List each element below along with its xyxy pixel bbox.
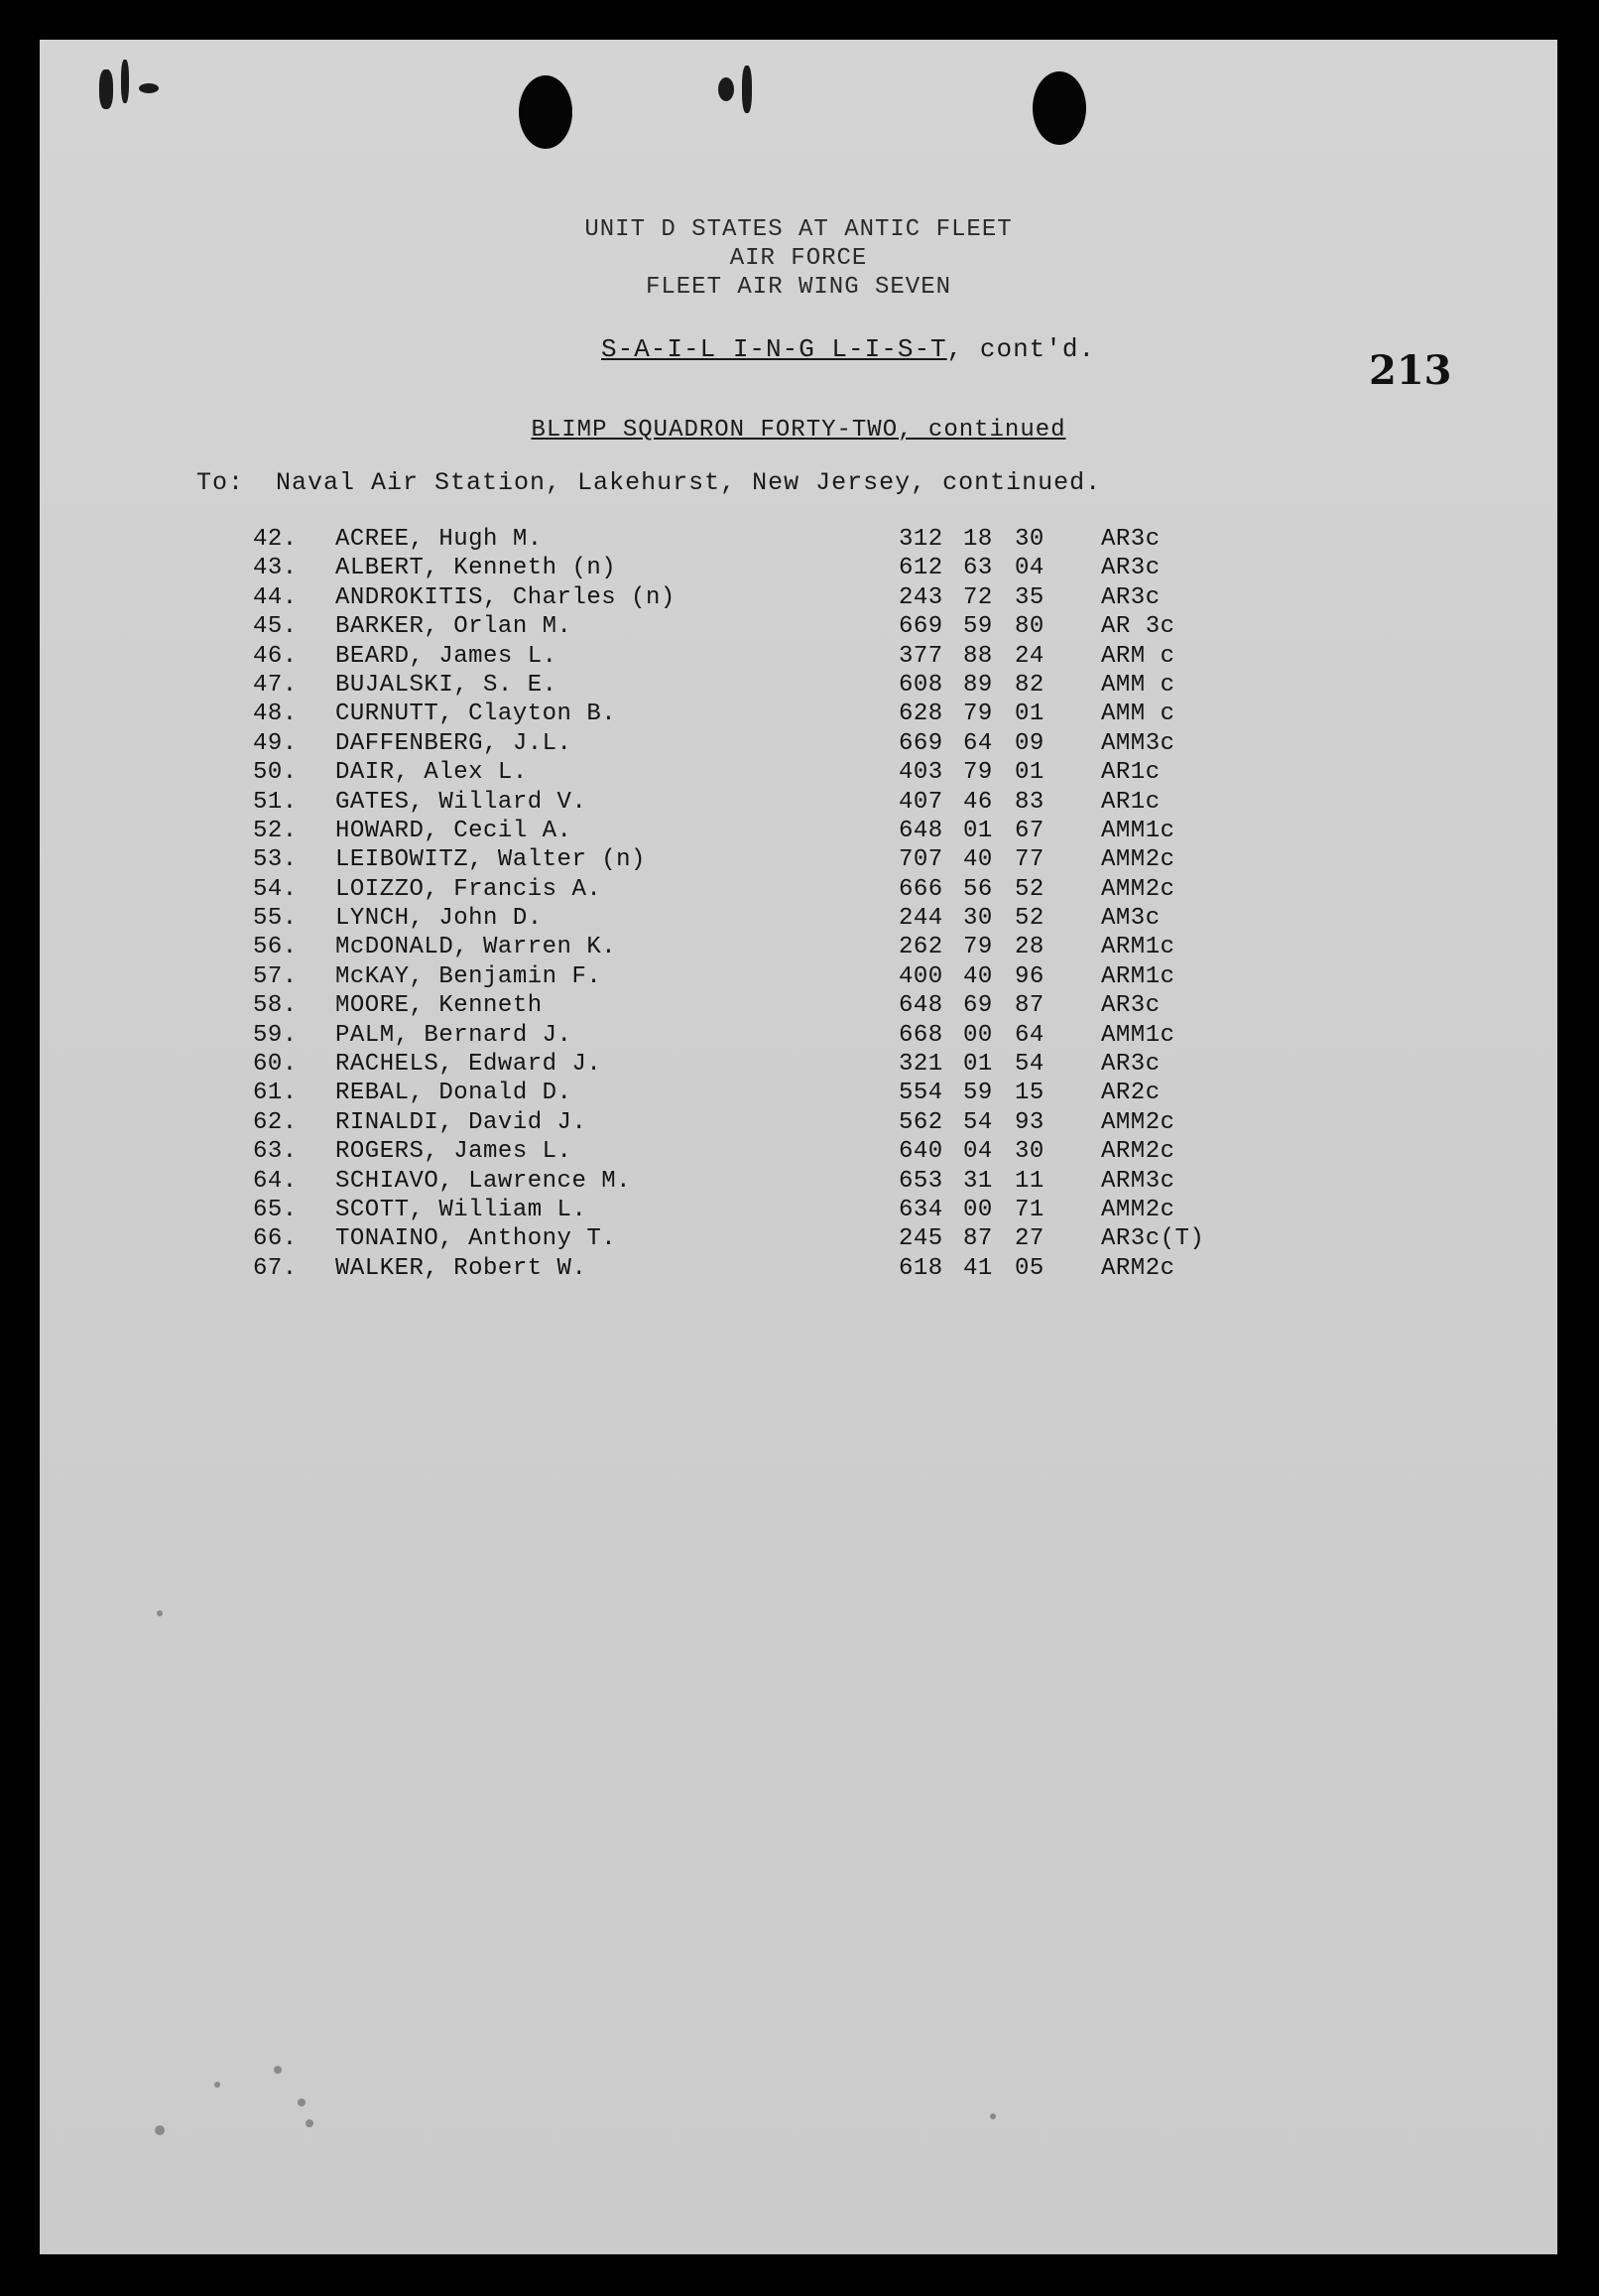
service-number-part1: 321 — [899, 1051, 943, 1079]
roster-row — [40, 818, 1557, 846]
roster-row — [40, 992, 1557, 1021]
ink-blot — [718, 77, 734, 101]
roster-row — [40, 1138, 1557, 1167]
squadron-heading-text: BLIMP SQUADRON FORTY-TWO, continued — [531, 417, 1066, 444]
destination-line: To: Naval Air Station, Lakehurst, New Jersey, continued. — [196, 468, 1102, 497]
service-number-part3: 54 — [1015, 1051, 1045, 1079]
paper-speck — [155, 2125, 165, 2135]
sailor-name: LEIBOWITZ, Walter (n) — [335, 846, 646, 874]
roster-row — [40, 701, 1557, 729]
service-number-part3: 30 — [1015, 1138, 1045, 1166]
service-number-part3: 24 — [1015, 642, 1045, 670]
entry-number: 61. — [253, 1080, 298, 1107]
header-unit: FLEET AIR WING SEVEN — [645, 274, 952, 301]
service-number-part3: 82 — [1015, 671, 1045, 699]
rating: AR2c — [1101, 1080, 1161, 1107]
rating: AR 3c — [1101, 613, 1175, 641]
ink-blot — [121, 60, 129, 103]
sailor-name: BEARD, James L. — [335, 642, 557, 670]
service-number-part1: 312 — [899, 526, 943, 553]
entry-number: 64. — [253, 1167, 298, 1195]
sailor-name: PALM, Bernard J. — [335, 1021, 572, 1049]
roster-row — [40, 963, 1557, 992]
service-number-part3: 77 — [1015, 846, 1045, 874]
service-number-part1: 707 — [899, 846, 943, 874]
sailor-name: DAFFENBERG, J.L. — [335, 729, 572, 757]
service-number-part1: 648 — [899, 992, 943, 1020]
service-number-part1: 628 — [899, 701, 943, 728]
roster-row — [40, 1080, 1557, 1108]
service-number-part3: 52 — [1015, 905, 1045, 933]
service-number-part3: 05 — [1015, 1254, 1045, 1282]
punch-hole-left — [519, 75, 572, 149]
service-number-part3: 27 — [1015, 1225, 1045, 1253]
service-number-part1: 640 — [899, 1138, 943, 1166]
roster-row — [40, 934, 1557, 962]
roster-row — [40, 1022, 1557, 1051]
entry-number: 62. — [253, 1108, 298, 1136]
entry-number: 60. — [253, 1051, 298, 1079]
service-number-part2: 00 — [963, 1021, 993, 1049]
rating: AR1c — [1101, 788, 1161, 816]
sailor-name: SCHIAVO, Lawrence M. — [335, 1167, 632, 1195]
service-number-part3: 83 — [1015, 788, 1045, 816]
roster-row — [40, 1168, 1557, 1197]
rating: AMM c — [1101, 671, 1175, 699]
rating: AMM2c — [1101, 846, 1175, 874]
service-number-part2: 18 — [963, 526, 993, 553]
service-number-part1: 245 — [899, 1225, 943, 1253]
rating: AM3c — [1101, 905, 1161, 933]
service-number-part1: 669 — [899, 613, 943, 641]
roster-row — [40, 905, 1557, 934]
entry-number: 58. — [253, 992, 298, 1020]
rating: AMM2c — [1101, 1108, 1175, 1136]
rating: AMM2c — [1101, 875, 1175, 903]
service-number-part1: 666 — [899, 875, 943, 903]
header-organization: UNIT D STATES AT ANTIC FLEET — [584, 216, 1013, 243]
service-number-part1: 407 — [899, 788, 943, 816]
sailor-name: DAIR, Alex L. — [335, 759, 528, 787]
roster-row — [40, 730, 1557, 759]
paper-speck — [298, 2099, 306, 2106]
sailor-name: ROGERS, James L. — [335, 1138, 572, 1166]
entry-number: 52. — [253, 817, 298, 844]
rating: AR3c(T) — [1101, 1225, 1205, 1253]
ink-blot — [99, 69, 113, 109]
rating: AMM3c — [1101, 729, 1175, 757]
paper-speck — [990, 2113, 996, 2119]
sailor-name: BARKER, Orlan M. — [335, 613, 572, 641]
service-number-part1: 377 — [899, 642, 943, 670]
service-number-part2: 01 — [963, 1051, 993, 1079]
entry-number: 42. — [253, 526, 298, 553]
roster-row — [40, 526, 1557, 555]
sailor-name: LOIZZO, Francis A. — [335, 875, 602, 903]
service-number-part2: 63 — [963, 555, 993, 582]
service-number-part1: 608 — [899, 671, 943, 699]
service-number-part2: 01 — [963, 817, 993, 844]
entry-number: 63. — [253, 1138, 298, 1166]
service-number-part3: 87 — [1015, 992, 1045, 1020]
service-number-part3: 09 — [1015, 729, 1045, 757]
service-number-part3: 15 — [1015, 1080, 1045, 1107]
service-number-part1: 618 — [899, 1254, 943, 1282]
service-number-part1: 612 — [899, 555, 943, 582]
rating: AMM1c — [1101, 817, 1175, 844]
sailor-name: ANDROKITIS, Charles (n) — [335, 583, 676, 611]
service-number-part3: 01 — [1015, 701, 1045, 728]
service-number-part2: 79 — [963, 701, 993, 728]
service-number-part3: 80 — [1015, 613, 1045, 641]
sailor-name: LYNCH, John D. — [335, 905, 543, 933]
roster-row — [40, 584, 1557, 613]
entry-number: 65. — [253, 1196, 298, 1223]
entry-number: 67. — [253, 1254, 298, 1282]
service-number-part1: 244 — [899, 905, 943, 933]
service-number-part2: 59 — [963, 1080, 993, 1107]
roster-row — [40, 1051, 1557, 1080]
rating: AR3c — [1101, 526, 1161, 553]
service-number-part3: 35 — [1015, 583, 1045, 611]
rating: ARM1c — [1101, 962, 1175, 990]
entry-number: 45. — [253, 613, 298, 641]
rating: AR1c — [1101, 759, 1161, 787]
paper-speck — [157, 1610, 163, 1616]
service-number-part2: 79 — [963, 934, 993, 961]
service-number-part1: 669 — [899, 729, 943, 757]
sailor-name: ACREE, Hugh M. — [335, 526, 543, 553]
service-number-part2: 30 — [963, 905, 993, 933]
service-number-part3: 96 — [1015, 962, 1045, 990]
roster-row — [40, 1225, 1557, 1254]
sailor-name: RINALDI, David J. — [335, 1108, 587, 1136]
roster-row — [40, 876, 1557, 905]
title-underlined-text: S-A-I-L I-N-G L-I-S-T — [601, 334, 947, 364]
sailor-name: HOWARD, Cecil A. — [335, 817, 572, 844]
service-number-part1: 403 — [899, 759, 943, 787]
service-number-part2: 89 — [963, 671, 993, 699]
service-number-part2: 31 — [963, 1167, 993, 1195]
service-number-part2: 72 — [963, 583, 993, 611]
roster-row — [40, 613, 1557, 642]
service-number-part1: 262 — [899, 934, 943, 961]
sailor-name: SCOTT, William L. — [335, 1196, 587, 1223]
rating: AMM2c — [1101, 1196, 1175, 1223]
roster-row — [40, 1197, 1557, 1225]
sailor-name: McKAY, Benjamin F. — [335, 962, 602, 990]
entry-number: 59. — [253, 1021, 298, 1049]
rating: ARM1c — [1101, 934, 1175, 961]
service-number-part2: 40 — [963, 846, 993, 874]
rating: AR3c — [1101, 992, 1161, 1020]
service-number-part1: 562 — [899, 1108, 943, 1136]
entry-number: 55. — [253, 905, 298, 933]
rating: ARM c — [1101, 642, 1175, 670]
paper-speck — [274, 2066, 282, 2074]
roster-row — [40, 672, 1557, 701]
sailor-name: TONAINO, Anthony T. — [335, 1225, 617, 1253]
service-number-part2: 00 — [963, 1196, 993, 1223]
service-number-part1: 243 — [899, 583, 943, 611]
entry-number: 48. — [253, 701, 298, 728]
sailor-name: ALBERT, Kenneth (n) — [335, 555, 617, 582]
service-number-part2: 59 — [963, 613, 993, 641]
rating: AMM c — [1101, 701, 1175, 728]
ink-blot — [139, 83, 159, 93]
rating: ARM2c — [1101, 1138, 1175, 1166]
punch-hole-right — [1033, 71, 1086, 145]
service-number-part2: 04 — [963, 1138, 993, 1166]
rating: AR3c — [1101, 583, 1161, 611]
service-number-part2: 64 — [963, 729, 993, 757]
entry-number: 43. — [253, 555, 298, 582]
service-number-part3: 01 — [1015, 759, 1045, 787]
service-number-part2: 88 — [963, 642, 993, 670]
entry-number: 47. — [253, 671, 298, 699]
roster-list — [40, 526, 1557, 1284]
entry-number: 51. — [253, 788, 298, 816]
squadron-heading — [40, 417, 1557, 444]
roster-row — [40, 643, 1557, 672]
sailor-name: WALKER, Robert W. — [335, 1254, 587, 1282]
rating: ARM3c — [1101, 1167, 1175, 1195]
title-suffix: , cont'd. — [946, 334, 1096, 364]
sailor-name: McDONALD, Warren K. — [335, 934, 617, 961]
service-number-part1: 634 — [899, 1196, 943, 1223]
sailor-name: MOORE, Kenneth — [335, 992, 543, 1020]
rating: AR3c — [1101, 555, 1161, 582]
entry-number: 57. — [253, 962, 298, 990]
service-number-part3: 30 — [1015, 526, 1045, 553]
paper-speck — [306, 2119, 313, 2127]
rating: ARM2c — [1101, 1254, 1175, 1282]
service-number-part3: 11 — [1015, 1167, 1045, 1195]
entry-number: 56. — [253, 934, 298, 961]
service-number-part2: 41 — [963, 1254, 993, 1282]
ink-blot — [742, 65, 752, 113]
service-number-part2: 40 — [963, 962, 993, 990]
sailor-name: GATES, Willard V. — [335, 788, 587, 816]
roster-row — [40, 789, 1557, 818]
rating: AMM1c — [1101, 1021, 1175, 1049]
document-page — [40, 40, 1557, 2254]
service-number-part3: 52 — [1015, 875, 1045, 903]
service-number-part2: 56 — [963, 875, 993, 903]
service-number-part2: 46 — [963, 788, 993, 816]
sailor-name: BUJALSKI, S. E. — [335, 671, 557, 699]
service-number-part3: 67 — [1015, 817, 1045, 844]
entry-number: 66. — [253, 1225, 298, 1253]
service-number-part3: 71 — [1015, 1196, 1045, 1223]
service-number-part3: 64 — [1015, 1021, 1045, 1049]
service-number-part1: 400 — [899, 962, 943, 990]
entry-number: 44. — [253, 583, 298, 611]
entry-number: 50. — [253, 759, 298, 787]
roster-row — [40, 1109, 1557, 1138]
service-number-part2: 69 — [963, 992, 993, 1020]
roster-row — [40, 846, 1557, 875]
service-number-part3: 28 — [1015, 934, 1045, 961]
service-number-part2: 79 — [963, 759, 993, 787]
paper-speck — [214, 2082, 220, 2088]
rating: AR3c — [1101, 1051, 1161, 1079]
entry-number: 46. — [253, 642, 298, 670]
roster-row — [40, 555, 1557, 583]
header-command: AIR FORCE — [729, 245, 868, 272]
entry-number: 49. — [253, 729, 298, 757]
service-number-part3: 93 — [1015, 1108, 1045, 1136]
roster-row — [40, 1255, 1557, 1284]
service-number-part3: 04 — [1015, 555, 1045, 582]
page-title — [601, 334, 1095, 364]
sailor-name: RACHELS, Edward J. — [335, 1051, 602, 1079]
service-number-part1: 554 — [899, 1080, 943, 1107]
service-number-part1: 668 — [899, 1021, 943, 1049]
sailor-name: CURNUTT, Clayton B. — [335, 701, 617, 728]
service-number-part2: 54 — [963, 1108, 993, 1136]
roster-row — [40, 759, 1557, 788]
sailor-name: REBAL, Donald D. — [335, 1080, 572, 1107]
entry-number: 54. — [253, 875, 298, 903]
service-number-part2: 87 — [963, 1225, 993, 1253]
entry-number: 53. — [253, 846, 298, 874]
page-number: 213 — [1369, 347, 1452, 394]
service-number-part1: 653 — [899, 1167, 943, 1195]
service-number-part1: 648 — [899, 817, 943, 844]
